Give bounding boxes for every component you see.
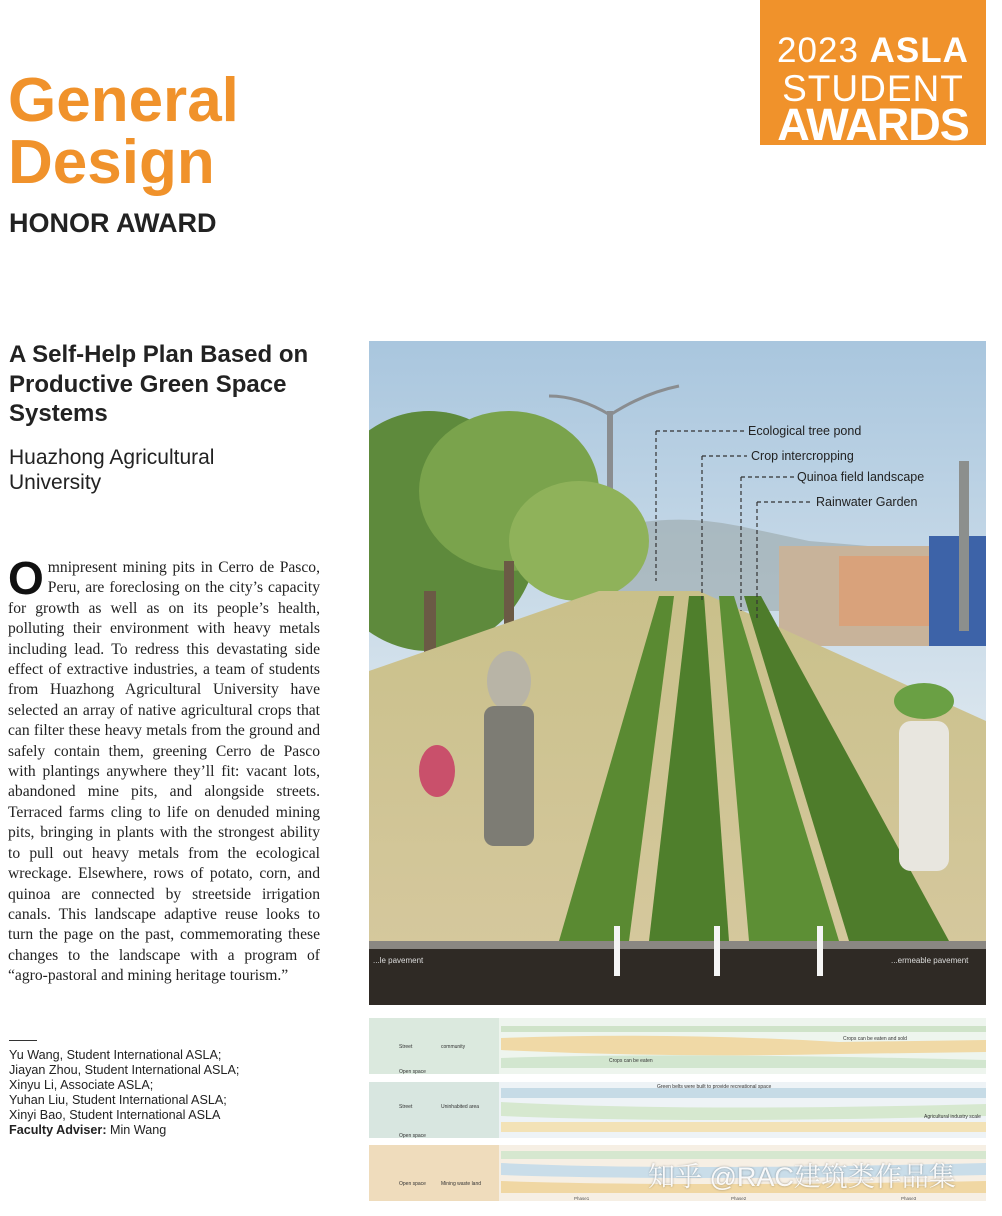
credit-line: Xinyi Bao, Student International ASLA bbox=[9, 1108, 221, 1122]
credit-line: Xinyu Li, Associate ASLA; bbox=[9, 1078, 154, 1092]
credit-line: Yuhan Liu, Student International ASLA; bbox=[9, 1093, 227, 1107]
category-title: General Design bbox=[8, 66, 239, 197]
label-open-space: Open space bbox=[399, 1181, 426, 1187]
phase-panel-1 bbox=[369, 1018, 986, 1074]
phase-label: Phase1 bbox=[574, 1196, 590, 1201]
credits bbox=[9, 1048, 239, 1138]
credits-divider bbox=[9, 1040, 37, 1041]
label-quinoa-field: Quinoa field landscape bbox=[797, 470, 925, 484]
panel-note: Crops can be eaten and sold bbox=[843, 1036, 907, 1042]
label-pavement-left: ...le pavement bbox=[373, 956, 424, 965]
badge-student: STUDENT bbox=[782, 68, 964, 109]
drop-cap: O bbox=[8, 552, 44, 604]
panel-note: Green belts were built to provide recreational space bbox=[657, 1084, 772, 1090]
label-crop-intercropping: Crop intercropping bbox=[751, 449, 854, 463]
street-farm-rendering bbox=[369, 341, 986, 1005]
label-ecological-tree-pond: Ecological tree pond bbox=[748, 424, 862, 438]
label-community: community bbox=[441, 1044, 466, 1050]
panel-note: Agricultural industry scale bbox=[924, 1114, 981, 1120]
asla-awards-badge bbox=[760, 0, 986, 150]
description-text: mnipresent mining pits in Cerro de Pasco, Peru, are foreclosing on the city’s capacity for growth as well as on its people’s health, polluting their environment with heavy metals including lead. To redress this devastating side effect of extractive industries, a team of students from Huazhong Agricultural University have selected an array of native agricultural crops that can filter these heavy metals from the ground and safely contain them, greening Cerro de Pasco with plantings anywhere they’ll fit: vacant lots, abandoned mine pits, and alongside streets. Terraced farms cling to life on denuded mining pits, bringing in plants with the strongest ability to pull out heavy metals from the ecological wreckage. Elsewhere, rows of potato, corn, and quinoa are connected by streetside irrigation canals. This landscape adaptive reuse looks to turn the page on the past, commemorating these changes to the landscape with a program of “agro-pastoral and mining heritage tourism.” bbox=[8, 559, 320, 985]
faculty-adviser: Faculty Adviser: Min Wang bbox=[9, 1123, 167, 1137]
badge-awards: AWARDS bbox=[777, 99, 969, 150]
badge-year-line: 2023 ASLA bbox=[777, 31, 969, 70]
label-pavement-right: ...ermeable pavement bbox=[891, 956, 969, 965]
panel-note: Crops can be eaten bbox=[609, 1058, 653, 1064]
label-open-space: Open space bbox=[399, 1069, 426, 1074]
project-title: A Self-Help Plan Based on Productive Green Space Systems bbox=[9, 341, 309, 427]
credit-line: Yu Wang, Student International ASLA; bbox=[9, 1048, 222, 1062]
phase-label: Phase3 bbox=[901, 1196, 917, 1201]
phase-panel-2 bbox=[369, 1082, 986, 1138]
phase-label: Phase2 bbox=[731, 1196, 747, 1201]
label-street: Street bbox=[399, 1044, 413, 1050]
label-mining-waste-land: Mining waste land bbox=[441, 1181, 482, 1187]
label-rainwater-garden: Rainwater Garden bbox=[816, 495, 918, 509]
label-open-space: Open space bbox=[399, 1133, 426, 1138]
award-level: HONOR AWARD bbox=[9, 208, 217, 238]
credit-line: Jiayan Zhou, Student International ASLA; bbox=[9, 1063, 240, 1077]
label-street: Street bbox=[399, 1104, 413, 1110]
label-uninhabited-area: Uninhabited area bbox=[441, 1104, 480, 1110]
watermark: 知乎 @RAC建筑类作品集 bbox=[648, 1162, 956, 1192]
university-name: Huazhong Agricultural University bbox=[9, 446, 215, 494]
rendering-illustration bbox=[369, 341, 986, 1005]
project-description bbox=[8, 552, 320, 987]
